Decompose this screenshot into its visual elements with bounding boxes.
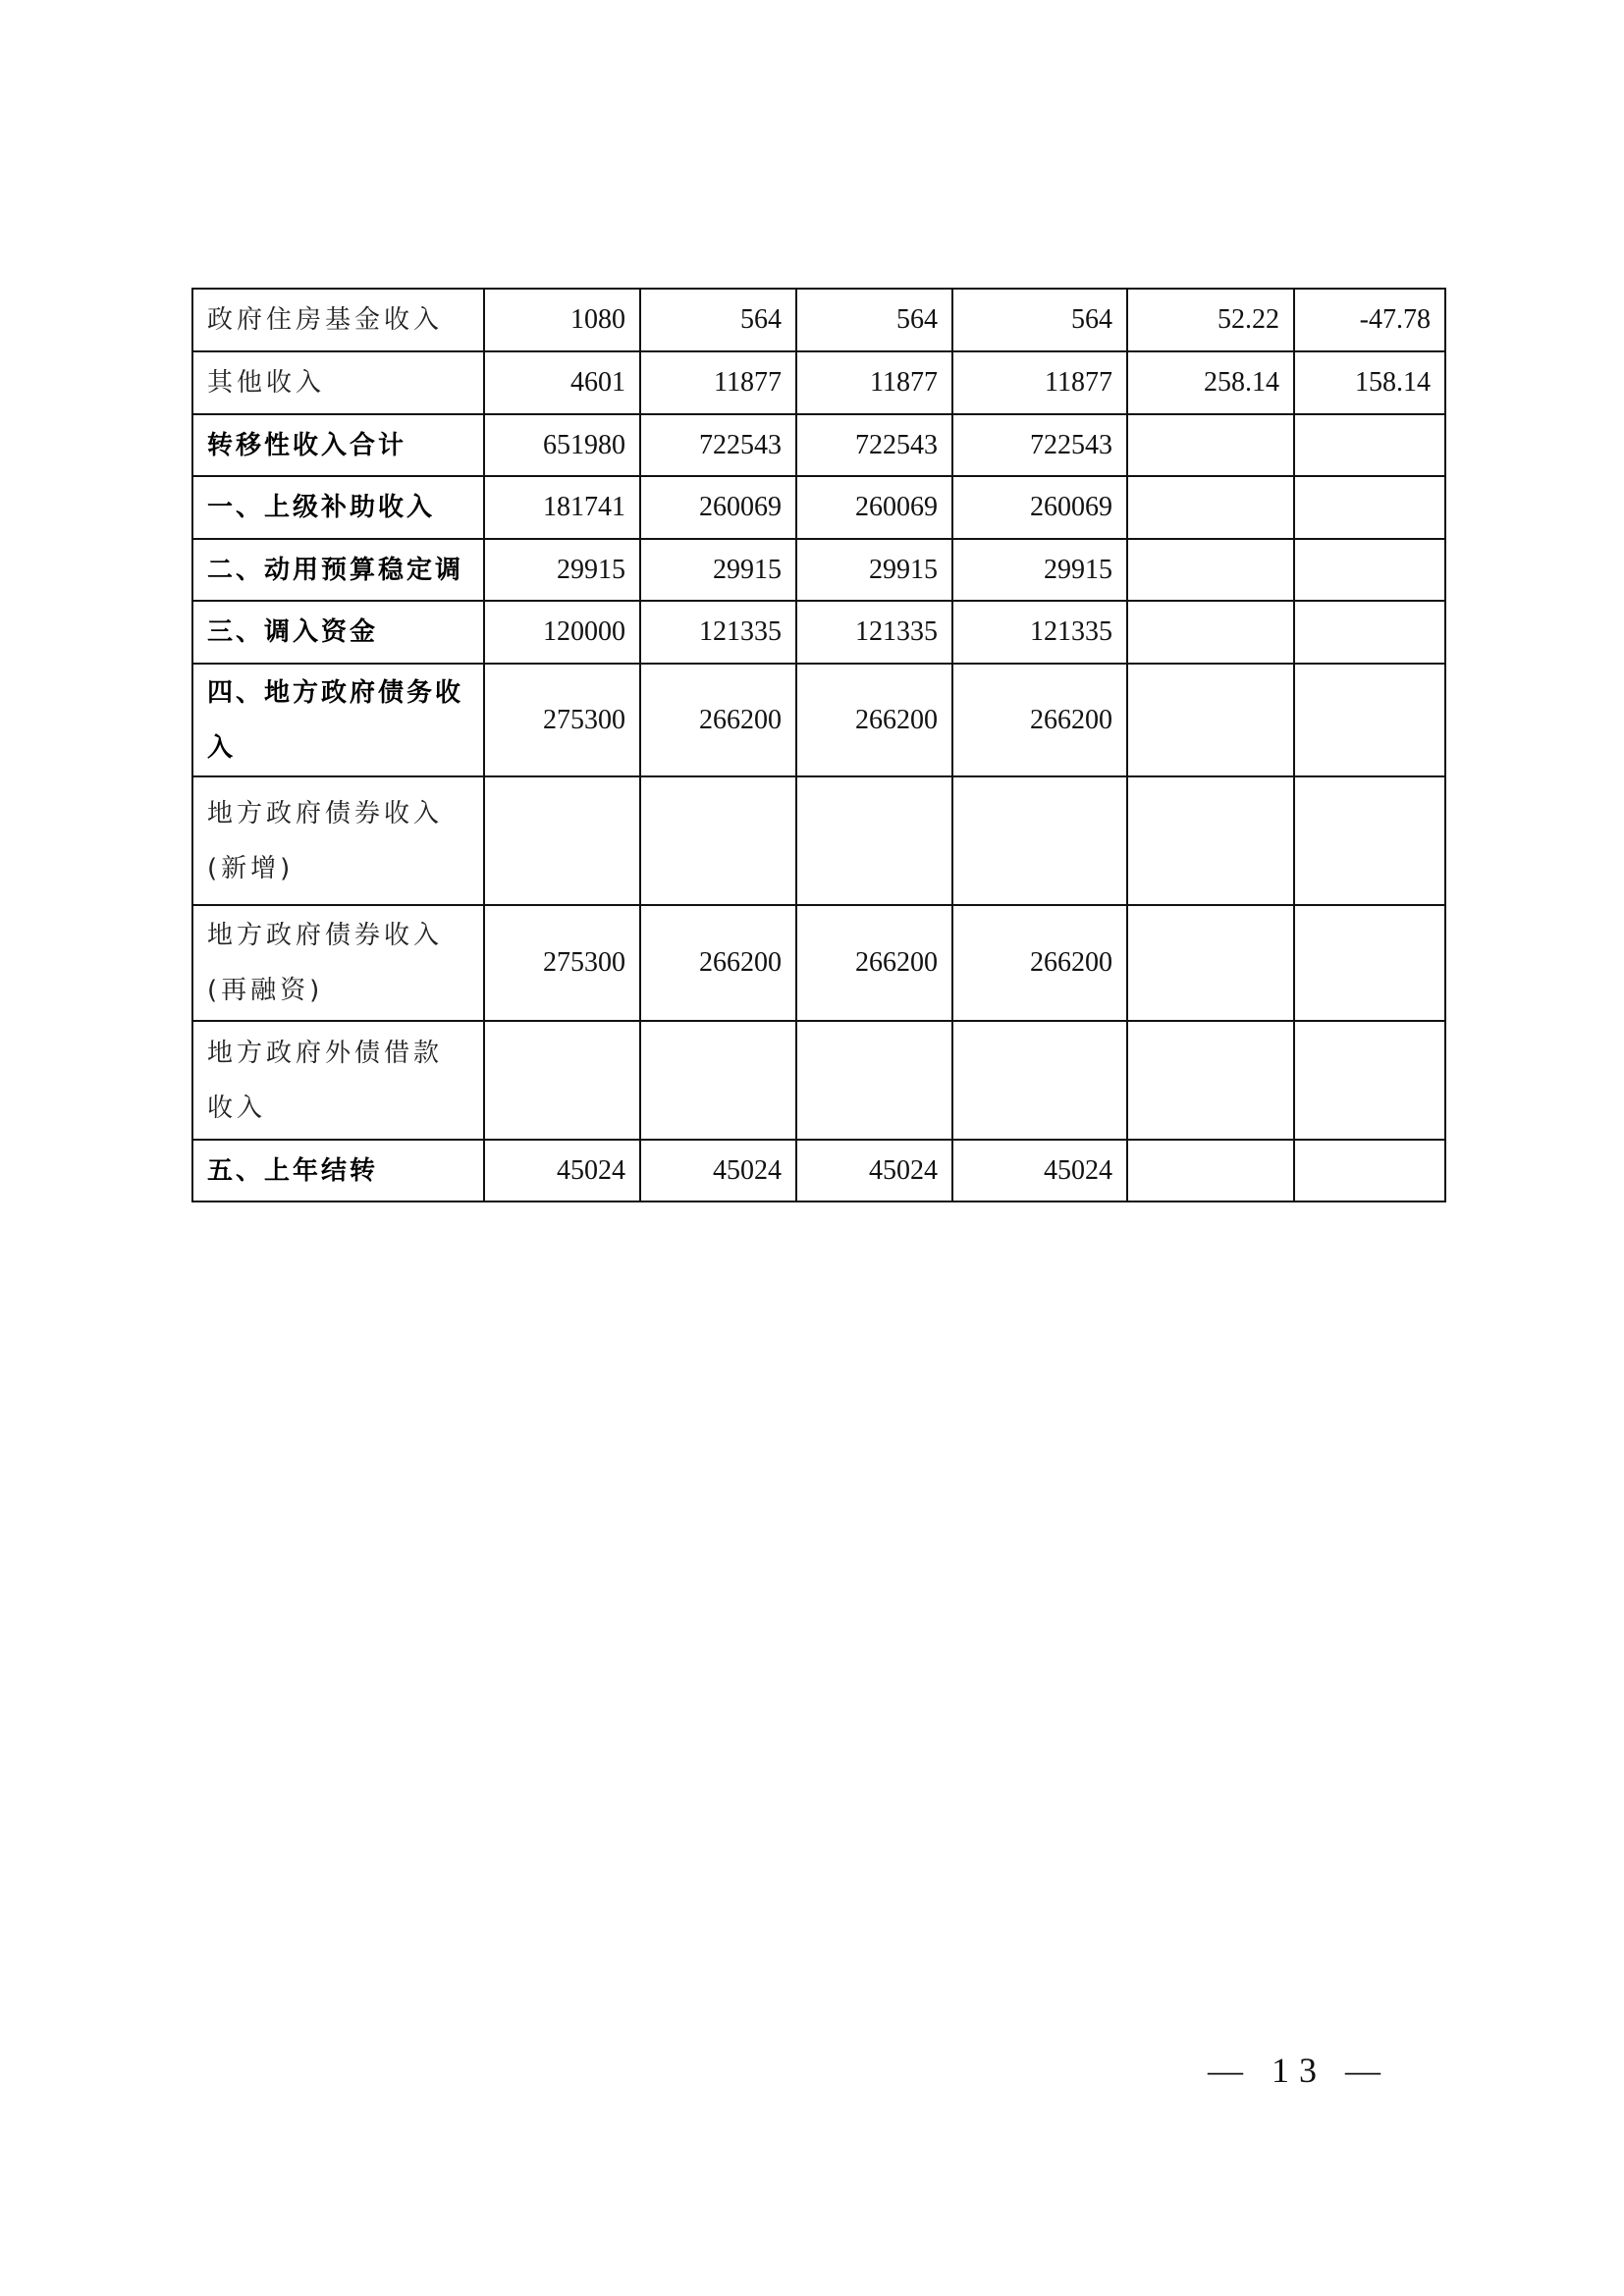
- cell-value: 52.22: [1127, 289, 1294, 351]
- table-row: [192, 476, 1445, 539]
- cell-value: 45024: [952, 1140, 1127, 1201]
- cell-value: [484, 1021, 640, 1140]
- cell-value: 260069: [640, 476, 796, 539]
- table-row: [192, 664, 1445, 776]
- cell-value: 45024: [640, 1140, 796, 1201]
- cell-value: [1127, 601, 1294, 664]
- row-label: 四、地方政府债务收入: [192, 664, 484, 776]
- cell-value: 564: [952, 289, 1127, 351]
- cell-value: [1127, 905, 1294, 1021]
- cell-value: 266200: [796, 905, 952, 1021]
- cell-value: 260069: [796, 476, 952, 539]
- cell-value: 4601: [484, 351, 640, 414]
- cell-value: [1294, 601, 1445, 664]
- table-row: [192, 539, 1445, 601]
- row-label: 地方政府债券收入(再融资): [192, 905, 484, 1021]
- cell-value: [1294, 905, 1445, 1021]
- table-row: [192, 601, 1445, 664]
- cell-value: [796, 776, 952, 905]
- cell-value: 266200: [640, 905, 796, 1021]
- row-label: 五、上年结转: [192, 1140, 484, 1201]
- cell-value: 260069: [952, 476, 1127, 539]
- row-label: 政府住房基金收入: [192, 289, 484, 351]
- cell-value: 121335: [952, 601, 1127, 664]
- table-row: [192, 776, 1445, 905]
- table-row: [192, 905, 1445, 1021]
- cell-value: 181741: [484, 476, 640, 539]
- cell-value: 29915: [484, 539, 640, 601]
- cell-value: 275300: [484, 664, 640, 776]
- cell-value: [1127, 476, 1294, 539]
- cell-value: 564: [796, 289, 952, 351]
- row-label: 转移性收入合计: [192, 414, 484, 476]
- cell-value: [640, 1021, 796, 1140]
- cell-value: 722543: [952, 414, 1127, 476]
- cell-value: [1127, 414, 1294, 476]
- cell-value: [1294, 414, 1445, 476]
- cell-value: 45024: [796, 1140, 952, 1201]
- cell-value: 564: [640, 289, 796, 351]
- cell-value: 722543: [796, 414, 952, 476]
- row-label: 地方政府外债借款收入: [192, 1021, 484, 1140]
- cell-value: 11877: [796, 351, 952, 414]
- table-row: [192, 1140, 1445, 1201]
- budget-table: [191, 288, 1446, 1202]
- row-label: 其他收入: [192, 351, 484, 414]
- cell-value: 258.14: [1127, 351, 1294, 414]
- cell-value: [796, 1021, 952, 1140]
- row-label: 一、上级补助收入: [192, 476, 484, 539]
- row-label: 二、动用预算稳定调: [192, 539, 484, 601]
- cell-value: [1127, 539, 1294, 601]
- cell-value: -47.78: [1294, 289, 1445, 351]
- cell-value: 29915: [640, 539, 796, 601]
- cell-value: 120000: [484, 601, 640, 664]
- table-row: [192, 1021, 1445, 1140]
- cell-value: [1294, 664, 1445, 776]
- page-number: — 13 —: [1208, 2051, 1390, 2090]
- cell-value: 1080: [484, 289, 640, 351]
- cell-value: [1294, 776, 1445, 905]
- cell-value: [484, 776, 640, 905]
- cell-value: 158.14: [1294, 351, 1445, 414]
- cell-value: [952, 776, 1127, 905]
- cell-value: [1294, 476, 1445, 539]
- cell-value: [1127, 1021, 1294, 1140]
- table-row: [192, 414, 1445, 476]
- cell-value: 266200: [796, 664, 952, 776]
- cell-value: [952, 1021, 1127, 1140]
- cell-value: [1127, 776, 1294, 905]
- cell-value: 11877: [640, 351, 796, 414]
- cell-value: 266200: [952, 664, 1127, 776]
- cell-value: [1127, 664, 1294, 776]
- row-label: 三、调入资金: [192, 601, 484, 664]
- cell-value: [1294, 539, 1445, 601]
- cell-value: [1294, 1021, 1445, 1140]
- cell-value: 121335: [796, 601, 952, 664]
- table-row: [192, 289, 1445, 351]
- cell-value: 266200: [952, 905, 1127, 1021]
- cell-value: 722543: [640, 414, 796, 476]
- cell-value: [1127, 1140, 1294, 1201]
- cell-value: 275300: [484, 905, 640, 1021]
- cell-value: 651980: [484, 414, 640, 476]
- cell-value: 121335: [640, 601, 796, 664]
- cell-value: 29915: [952, 539, 1127, 601]
- cell-value: [1294, 1140, 1445, 1201]
- row-label: 地方政府债券收入(新增): [192, 776, 484, 905]
- table-row: [192, 351, 1445, 414]
- cell-value: 266200: [640, 664, 796, 776]
- cell-value: 45024: [484, 1140, 640, 1201]
- cell-value: 11877: [952, 351, 1127, 414]
- cell-value: 29915: [796, 539, 952, 601]
- cell-value: [640, 776, 796, 905]
